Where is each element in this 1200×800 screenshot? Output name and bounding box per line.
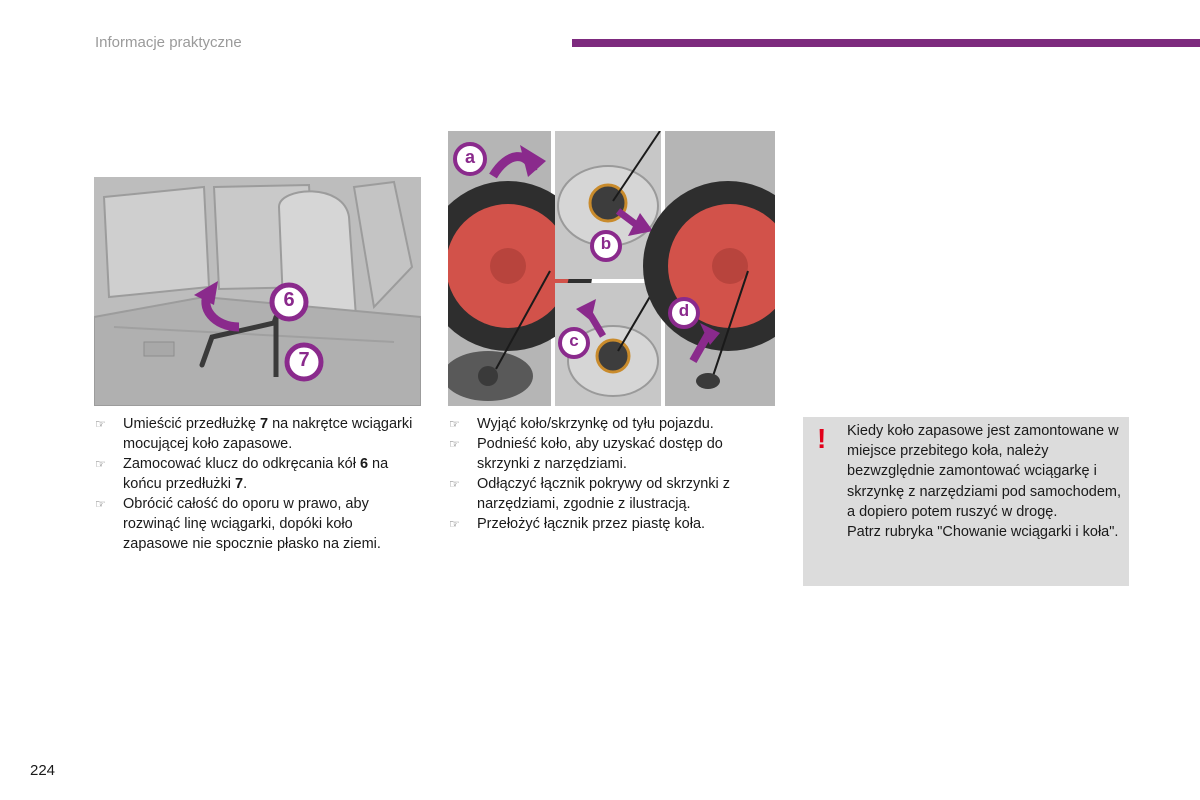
warning-text — [847, 421, 1127, 542]
list-item: ☞ Odłączyć łącznik pokrywy od skrzynki z narzędziami, zgodnie z ilustracją. — [449, 476, 731, 512]
illustration-winch-extension — [94, 177, 421, 406]
callout-a: a — [464, 147, 475, 167]
pointer-bullet-icon: ☞ — [449, 477, 460, 491]
pointer-bullet-icon: ☞ — [449, 517, 460, 531]
pointer-bullet-icon: ☞ — [95, 457, 106, 471]
list-item: ☞ Przełożyć łącznik przez piastę koła. — [449, 516, 706, 532]
callout-6: 6 — [283, 289, 295, 311]
list-item: ☞ Podnieść koło, aby uzyskać dostęp do skrzynki z narzędziami. — [449, 436, 723, 472]
illustration-spare-wheel-steps — [448, 131, 775, 406]
instructions-middle — [449, 414, 769, 534]
list-item: ☞ Umieścić przedłużkę 7 na nakrętce wciągarki mocującej koło zapasowe. — [95, 416, 413, 452]
pointer-bullet-icon: ☞ — [95, 497, 106, 511]
page-number: 224 — [30, 762, 56, 779]
callout-d: d — [678, 301, 690, 320]
callout-7: 7 — [298, 349, 310, 371]
callout-b: b — [600, 234, 612, 253]
list-item: ☞ Zamocować klucz do odkręcania kół 6 na końcu przedłużki 7. — [95, 456, 389, 492]
callout-c: c — [569, 331, 579, 350]
pointer-bullet-icon: ☞ — [95, 417, 106, 431]
pointer-bullet-icon: ☞ — [449, 417, 460, 431]
header-accent-bar — [572, 39, 1200, 47]
warning-icon: ! — [817, 423, 827, 454]
list-item: ☞ Wyjąć koło/skrzynkę od tyłu pojazdu. — [449, 416, 714, 432]
warning-reference: Patrz rubryka "Chowanie wciągarki i koła". — [847, 524, 1119, 541]
warning-paragraph: Kiedy koło zapasowe jest zamontowane w miejsce przebitego koła, należy bezwzględnie zamontować wciągarkę i skrzynkę z narzędziami pod samochodem, a dopiero potem ruszyć w drogę. — [847, 423, 1122, 520]
instructions-left — [95, 414, 415, 554]
warning-box — [803, 417, 1129, 586]
pointer-bullet-icon: ☞ — [449, 437, 460, 451]
section-title: Informacje praktyczne — [95, 34, 242, 51]
list-item: ☞ Obrócić całość do oporu w prawo, aby rozwinąć linę wciągarki, dopóki koło zapasowe nie spocznie płasko na ziemi. — [95, 496, 381, 552]
